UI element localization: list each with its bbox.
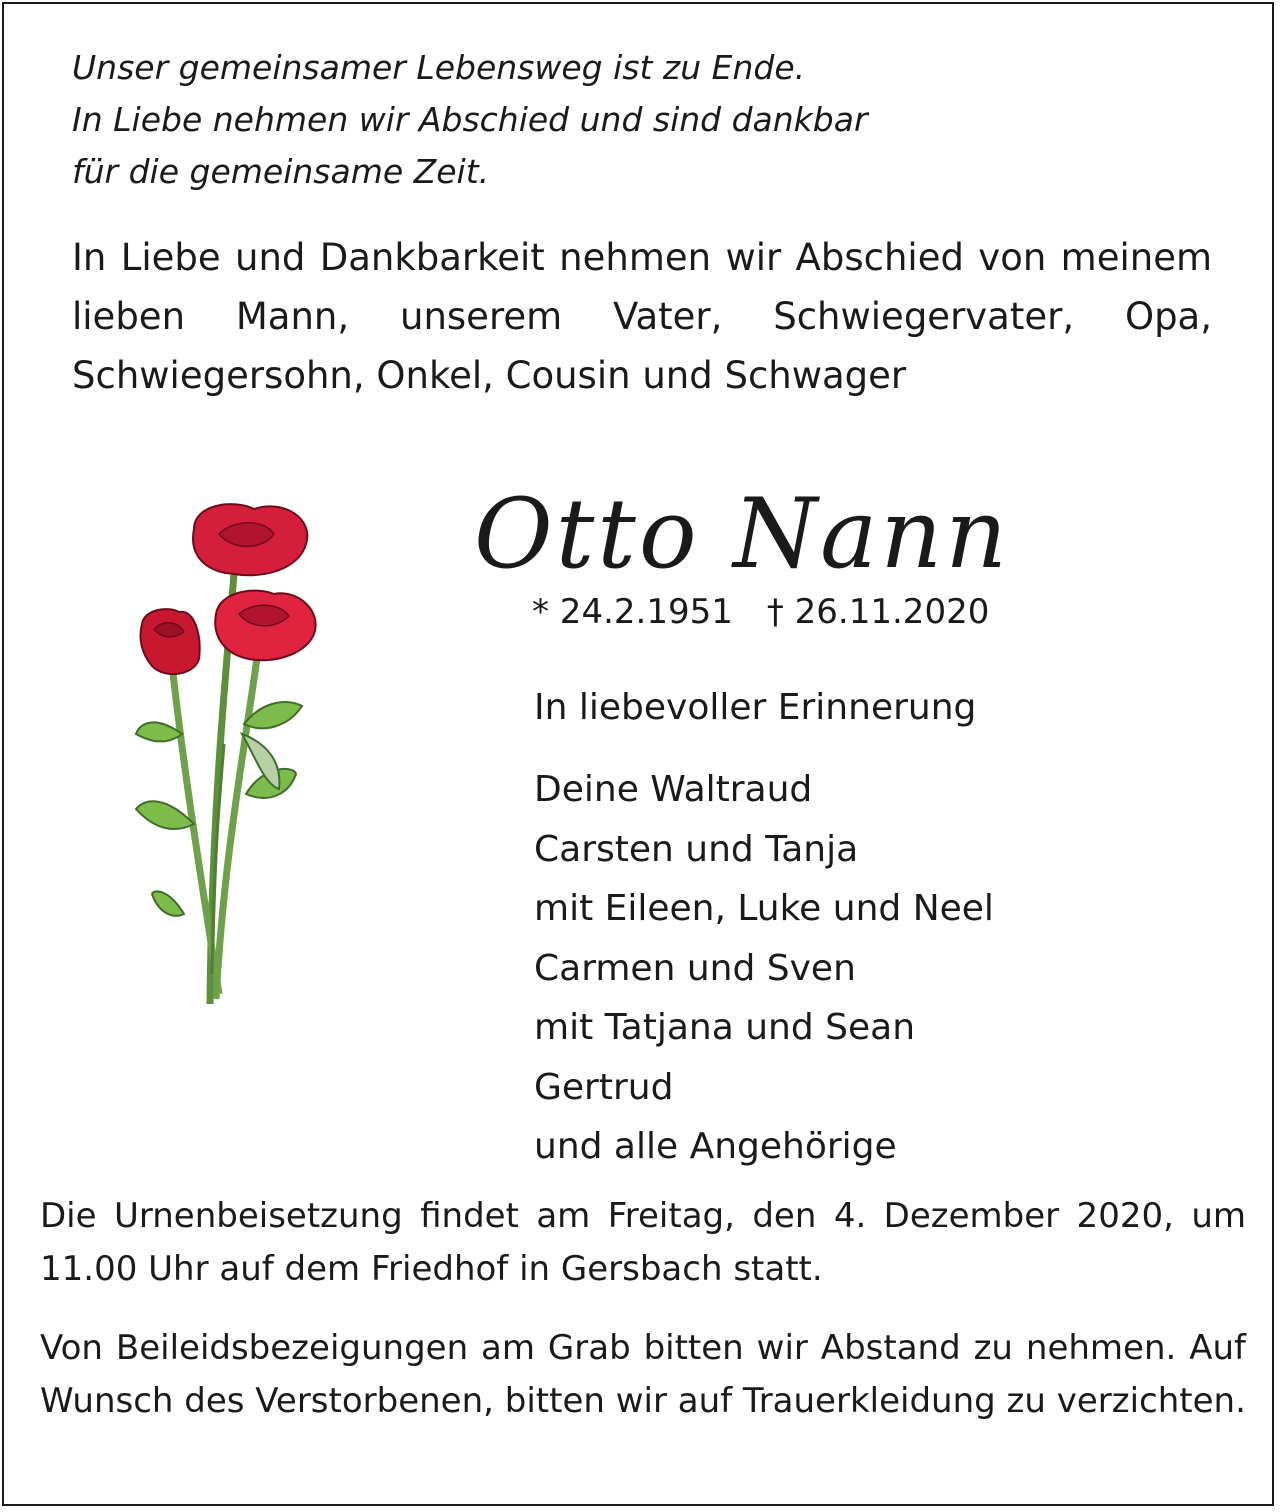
mourner-line: Carsten und Tanja	[534, 828, 859, 870]
funeral-notice: Die Urnenbeisetzung findet am Freitag, den 4. Dezember 2020, um 11.00 Uhr auf dem Friedhof in Gersbach statt.	[40, 1196, 1246, 1289]
roses-illustration	[124, 494, 334, 1014]
deceased-name: Otto Nann	[474, 478, 1011, 590]
motto-line: In Liebe nehmen wir Abschied und sind dankbar	[72, 100, 868, 139]
birth-date: * 24.2.1951	[532, 592, 733, 632]
mourner-line: und alle Angehörige	[534, 1126, 897, 1167]
memory-line: In liebevoller Erinnerung	[534, 687, 977, 728]
mourner-line: mit Eileen, Luke und Neel	[534, 888, 994, 929]
mourner-line: Carmen und Sven	[534, 947, 856, 989]
mourner-line: Gertrud	[534, 1066, 674, 1108]
death-date: † 26.11.2020	[766, 592, 990, 632]
motto-verse	[72, 42, 1072, 198]
motto-line: Unser gemeinsamer Lebensweg ist zu Ende.	[72, 48, 806, 87]
mourners-list	[534, 760, 994, 1177]
obituary-frame	[2, 2, 1274, 1506]
life-dates	[532, 589, 989, 635]
mourner-line: mit Tatjana und Sean	[534, 1007, 916, 1048]
intro-text: In Liebe und Dankbarkeit nehmen wir Abschied von meinem lieben Mann, unserem Vater, Schwiegervater, Opa, Schwiegersohn, Onkel, Cousin und Schwager	[72, 236, 1212, 397]
mourner-line: Deine Waltraud	[534, 769, 813, 810]
condolence-notice: Von Beileidsbezeigungen am Grab bitten wir Abstand zu nehmen. Auf Wunsch des Verstorbenen, bitten wir auf Trauerkleidung zu verzichten.	[40, 1328, 1246, 1421]
motto-line: für die gemeinsame Zeit.	[72, 152, 490, 191]
